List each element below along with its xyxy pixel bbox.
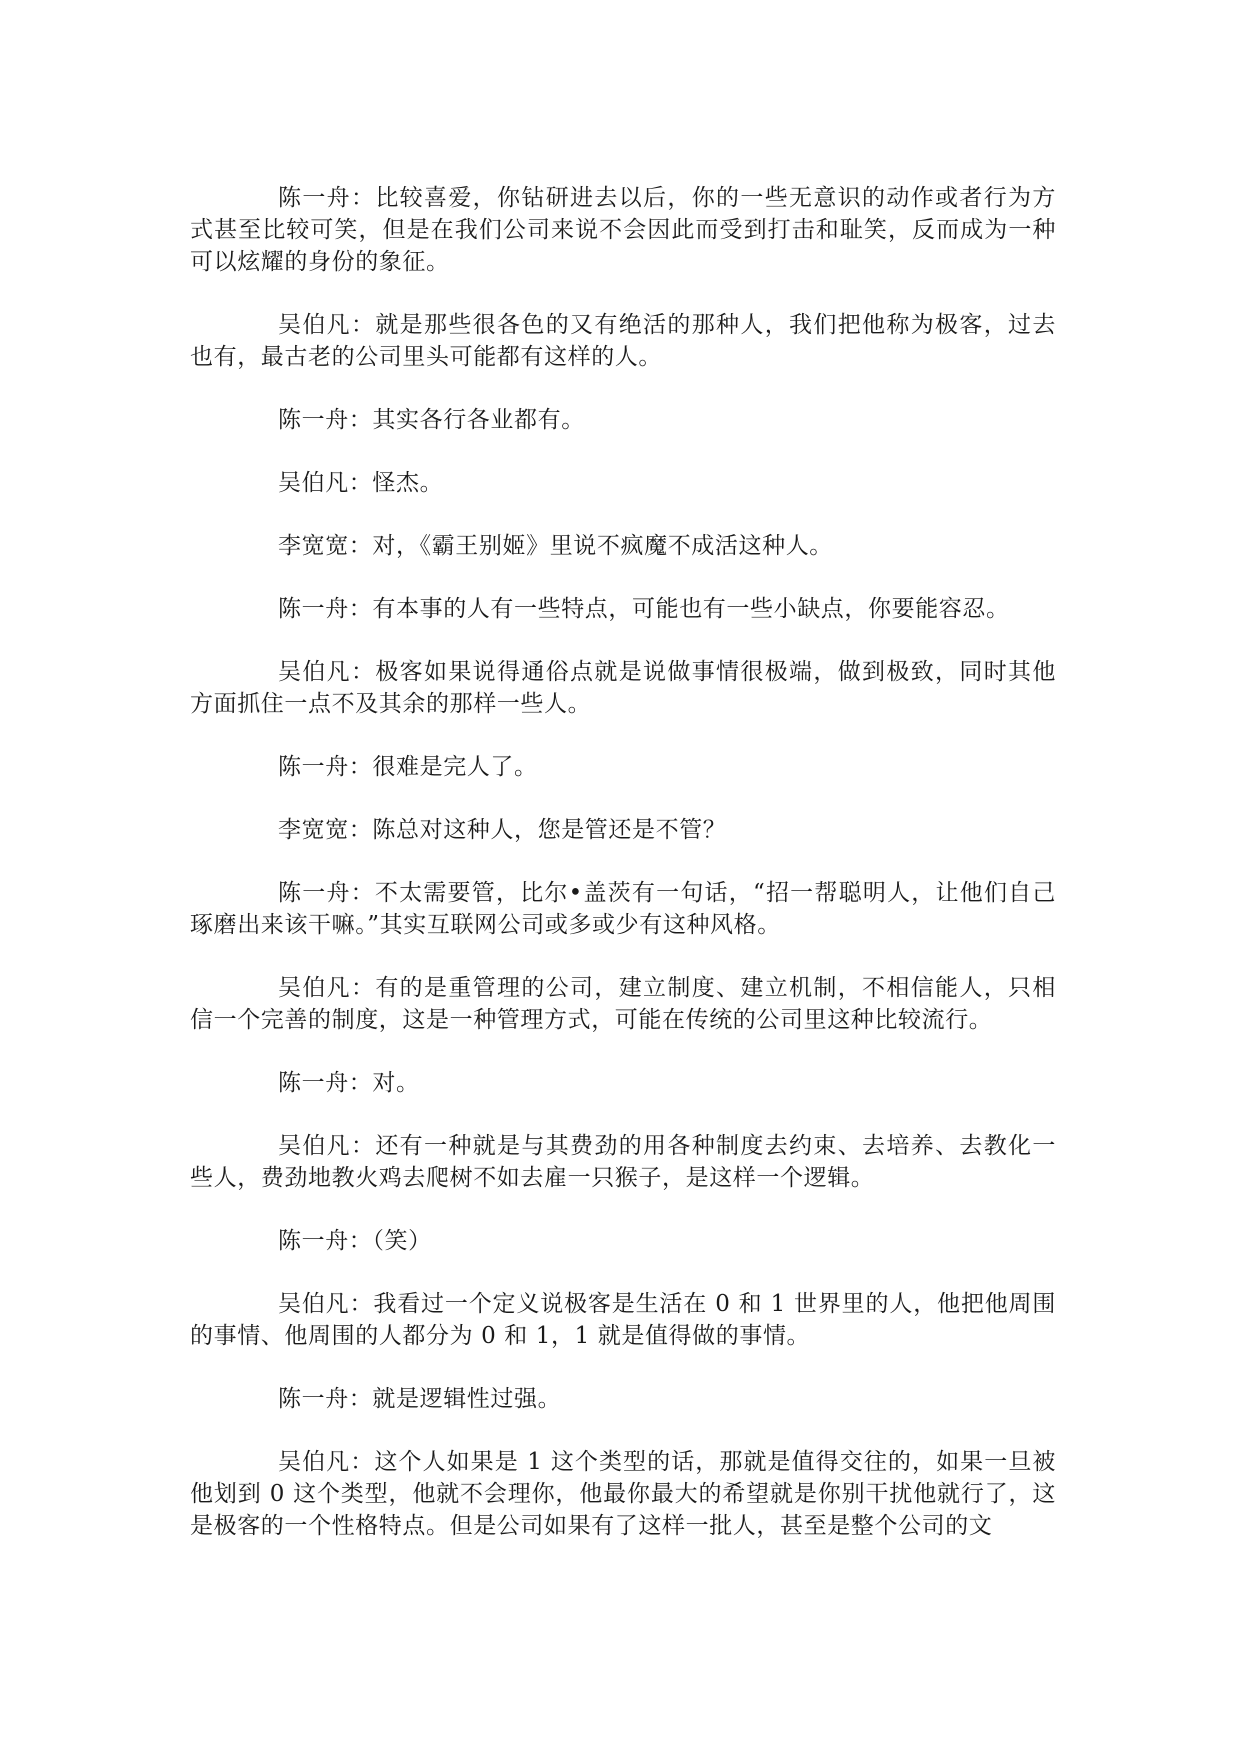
dialogue-paragraph (190, 1383, 1056, 1415)
speaker-label: 陈一舟： (278, 596, 373, 622)
speaker-label: 陈一舟： (278, 185, 376, 211)
utterance-text: 其实各行各业都有。 (372, 407, 585, 433)
utterance-text: 不太需要管，比尔•盖茨有一句话，“招一帮聪明人，让他们自己琢磨出来该干嘛。”其实互联网公司或多或少有这种风格。 (190, 880, 1056, 938)
transcript-body (190, 182, 1056, 1573)
utterance-text: 有的是重管理的公司，建立制度、建立机制，不相信能人，只相信一个完善的制度，这是一种管理方式，可能在传统的公司里这种比较流行。 (190, 975, 1056, 1033)
dialogue-paragraph (190, 593, 1056, 625)
dialogue-paragraph (190, 1130, 1056, 1194)
speaker-label: 李宽宽： (278, 533, 373, 559)
utterance-text: 很难是完人了。 (372, 754, 538, 780)
utterance-text: 对。 (372, 1070, 420, 1096)
utterance-text: 就是那些很各色的又有绝活的那种人，我们把他称为极客，过去也有，最古老的公司里头可能都有这样的人。 (190, 312, 1056, 370)
utterance-text: 怪杰。 (372, 470, 444, 496)
utterance-text: 比较喜爱，你钻研进去以后，你的一些无意识的动作或者行为方式甚至比较可笑，但是在我们公司来说不会因此而受到打击和耻笑，反而成为一种可以炫耀的身份的象征。 (190, 185, 1056, 275)
utterance-text: 就是逻辑性过强。 (372, 1386, 562, 1412)
speaker-label: 陈一舟： (278, 1070, 373, 1096)
utterance-text: 这个人如果是 1 这个类型的话，那就是值得交往的，如果一旦被他划到 0 这个类型，他就不会理你，他最你最大的希望就是你别干扰他就行了，这是极客的一个性格特点。但是公司如果有了这样一批人，甚至是整个公司的文 (190, 1449, 1056, 1539)
speaker-label: 李宽宽： (278, 817, 373, 843)
dialogue-paragraph (190, 530, 1056, 562)
dialogue-paragraph (190, 1067, 1056, 1099)
utterance-text: 有本事的人有一些特点，可能也有一些小缺点，你要能容忍。 (372, 596, 1010, 622)
dialogue-paragraph (190, 309, 1056, 373)
dialogue-paragraph (190, 751, 1056, 783)
utterance-text: 还有一种就是与其费劲的用各种制度去约束、去培养、去教化一些人，费劲地教火鸡去爬树不如去雇一只猴子，是这样一个逻辑。 (190, 1133, 1056, 1191)
utterance-text: 陈总对这种人，您是管还是不管？ (372, 817, 727, 843)
speaker-label: 陈一舟： (278, 880, 375, 906)
dialogue-paragraph (190, 404, 1056, 436)
speaker-label: 吴伯凡： (278, 1291, 374, 1317)
speaker-label: 吴伯凡： (278, 312, 376, 338)
dialogue-paragraph (190, 467, 1056, 499)
dialogue-paragraph (190, 814, 1056, 846)
speaker-label: 吴伯凡： (278, 1449, 375, 1475)
speaker-label: 陈一舟： (278, 407, 373, 433)
utterance-text: 极客如果说得通俗点就是说做事情很极端，做到极致，同时其他方面抓住一点不及其余的那样一些人。 (190, 659, 1056, 717)
speaker-label: 吴伯凡： (278, 659, 376, 685)
dialogue-paragraph (190, 182, 1056, 278)
speaker-label: 吴伯凡： (278, 470, 373, 496)
dialogue-paragraph (190, 1446, 1056, 1542)
dialogue-paragraph (190, 972, 1056, 1036)
utterance-text: 对，《霸王别姬》里说不疯魔不成活这种人。 (372, 533, 833, 559)
speaker-label: 吴伯凡： (278, 1133, 376, 1159)
utterance-text: （笑） (372, 1228, 432, 1254)
speaker-label: 陈一舟： (278, 754, 373, 780)
dialogue-paragraph (190, 656, 1056, 720)
speaker-label: 陈一舟： (278, 1228, 373, 1254)
dialogue-paragraph (190, 1288, 1056, 1352)
speaker-label: 陈一舟： (278, 1386, 373, 1412)
speaker-label: 吴伯凡： (278, 975, 376, 1001)
dialogue-paragraph (190, 877, 1056, 941)
utterance-text: 我看过一个定义说极客是生活在 0 和 1 世界里的人，他把他周围的事情、他周围的人都分为 0 和 1，1 就是值得做的事情。 (190, 1291, 1056, 1349)
dialogue-paragraph (190, 1225, 1056, 1257)
